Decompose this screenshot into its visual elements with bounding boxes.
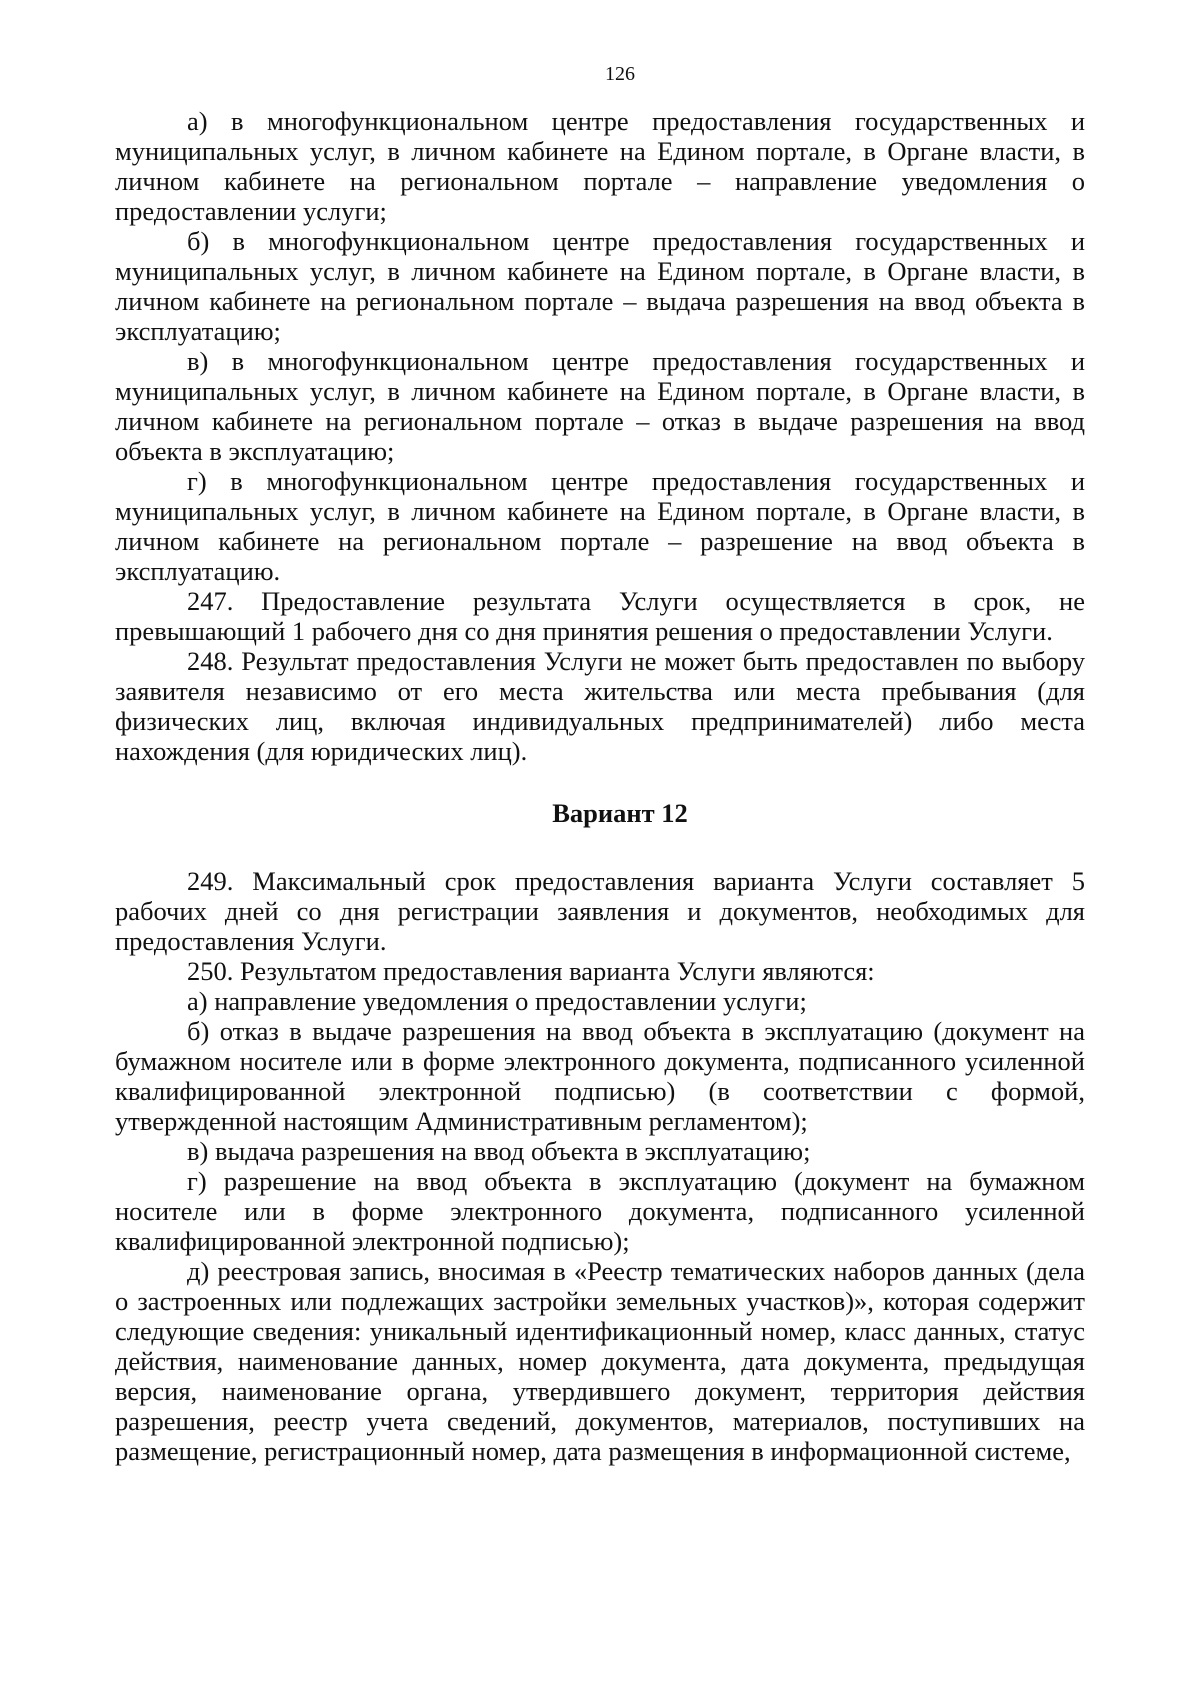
paragraph-250-b: б) отказ в выдаче разрешения на ввод объекта в эксплуатацию (документ на бумажном носителе или в форме электронного документа, подписанного усиленной квалифицированной электронной подписью) (в соответствии с формой, утвержденной настоящим Административным регламентом); — [115, 1016, 1085, 1136]
paragraph-248: 248. Результат предоставления Услуги не может быть предоставлен по выбору заявителя независимо от его места жительства или места пребывания (для физических лиц, включая индивидуальных предпринимателей) либо места нахождения (для юридических лиц). — [115, 646, 1085, 766]
paragraph-250-v: в) выдача разрешения на ввод объекта в эксплуатацию; — [187, 1136, 811, 1166]
paragraph-249: 249. Максимальный срок предоставления варианта Услуги составляет 5 рабочих дней со дня регистрации заявления и документов, необходимых для предоставления Услуги. — [115, 866, 1085, 956]
paragraph-item-g: г) в многофункциональном центре предоставления государственных и муниципальных услуг, в личном кабинете на Едином портале, в Органе власти, в личном кабинете на региональном портале – разрешение на ввод объекта в эксплуатацию. — [115, 466, 1085, 586]
paragraph-item-b: б) в многофункциональном центре предоставления государственных и муниципальных услуг, в личном кабинете на Едином портале, в Органе власти, в личном кабинете на региональном портале – выдача разрешения на ввод объекта в эксплуатацию; — [115, 226, 1085, 346]
paragraph-250: 250. Результатом предоставления варианта Услуги являются: — [187, 956, 875, 986]
paragraph-247: 247. Предоставление результата Услуги осуществляется в срок, не превышающий 1 рабочего дня со дня принятия решения о предоставлении Услуги. — [115, 586, 1085, 646]
page-number: 126 — [605, 63, 635, 85]
paragraph-250-d: д) реестровая запись, вносимая в «Реестр тематических наборов данных (дела о застроенных или подлежащих застройки земельных участков)», которая содержит следующие сведения: уникальный идентификационный номер, класс данных, статус действия, наименование данных, номер документа, дата документа, предыдущая версия, наименование органа, утвердившего документ, территория действия разрешения, реестр учета сведений, документов, материалов, поступивших на размещение, регистрационный номер, дата размещения в информационной системе, — [115, 1256, 1085, 1466]
paragraph-item-v: в) в многофункциональном центре предоставления государственных и муниципальных услуг, в личном кабинете на Едином портале, в Органе власти, в личном кабинете на региональном портале – отказ в выдаче разрешения на ввод объекта в эксплуатацию; — [115, 346, 1085, 466]
section-heading: Вариант 12 — [552, 798, 688, 828]
document-page — [115, 62, 1085, 1466]
paragraph-item-a: а) в многофункциональном центре предоставления государственных и муниципальных услуг, в личном кабинете на Едином портале, в Органе власти, в личном кабинете на региональном портале – направление уведомления о предоставлении услуги; — [115, 106, 1085, 226]
paragraph-250-a: а) направление уведомления о предоставлении услуги; — [187, 986, 807, 1016]
paragraph-250-g: г) разрешение на ввод объекта в эксплуатацию (документ на бумажном носителе или в форме электронного документа, подписанного усиленной квалифицированной электронной подписью); — [115, 1166, 1085, 1256]
